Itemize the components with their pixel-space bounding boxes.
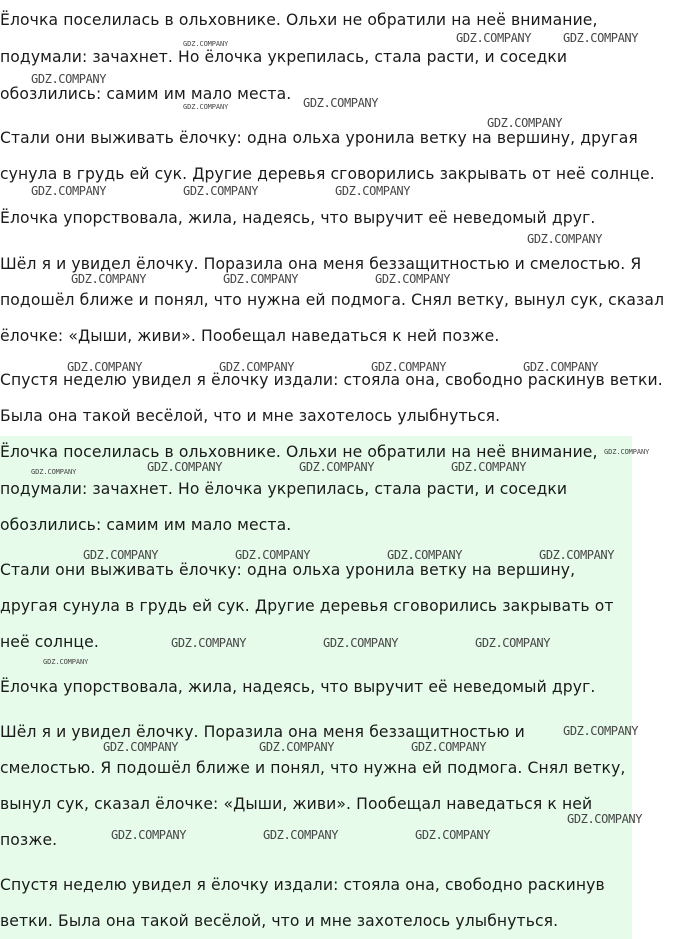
watermark: GDZ.COMPANY	[523, 360, 599, 374]
text-line: Стали они выживать ёлочку: одна ольха уронила ветку на вершину,	[0, 561, 576, 579]
watermark: GDZ.COMPANY	[171, 636, 247, 650]
text-line: Ёлочка поселилась в ольховнике. Ольхи не обратили на неё внимание,	[0, 11, 598, 29]
watermark: GDZ.COMPANY	[487, 116, 563, 130]
watermark: GDZ.COMPANY	[263, 828, 339, 842]
watermark: GDZ.COMPANY	[411, 740, 487, 754]
text-line: Ёлочка упорствовала, жила, надеясь, что выручит её неведомый друг.	[0, 209, 596, 227]
watermark: GDZ.COMPANY	[183, 40, 229, 48]
watermark: GDZ.COMPANY	[527, 232, 603, 246]
watermark: GDZ.COMPANY	[183, 103, 229, 111]
watermark: GDZ.COMPANY	[111, 828, 187, 842]
text-line: Ёлочка поселилась в ольховнике. Ольхи не обратили на неё внимание,	[0, 443, 598, 461]
text-line: Ёлочка упорствовала, жила, надеясь, что выручит её неведомый друг.	[0, 678, 596, 696]
watermark: GDZ.COMPANY	[31, 184, 107, 198]
watermark: GDZ.COMPANY	[147, 460, 223, 474]
watermark: GDZ.COMPANY	[415, 828, 491, 842]
watermark: GDZ.COMPANY	[259, 740, 335, 754]
watermark: GDZ.COMPANY	[387, 548, 463, 562]
text-line: обозлились: самим им мало места.	[0, 85, 292, 103]
text-line: Шёл я и увидел ёлочку. Поразила она меня беззащитностью и смелостью. Я	[0, 255, 642, 273]
text-line: Шёл я и увидел ёлочку. Поразила она меня беззащитностью и	[0, 723, 525, 741]
watermark: GDZ.COMPANY	[323, 636, 399, 650]
watermark: GDZ.COMPANY	[299, 460, 375, 474]
watermark: GDZ.COMPANY	[83, 548, 159, 562]
text-line: позже.	[0, 831, 58, 849]
text-line: ветки. Была она такой весёлой, что и мне захотелось улыбнуться.	[0, 912, 559, 930]
watermark: GDZ.COMPANY	[604, 448, 650, 456]
watermark: GDZ.COMPANY	[456, 31, 532, 45]
watermark: GDZ.COMPANY	[303, 96, 379, 110]
watermark: GDZ.COMPANY	[67, 360, 143, 374]
text-line: ёлочке: «Дыши, живи». Пообещал наведаться к ней позже.	[0, 327, 500, 345]
watermark: GDZ.COMPANY	[219, 360, 295, 374]
watermark: GDZ.COMPANY	[371, 360, 447, 374]
text-line: подумали: зачахнет. Но ёлочка укрепилась, стала расти, и соседки	[0, 480, 568, 498]
watermark: GDZ.COMPANY	[71, 272, 147, 286]
watermark: GDZ.COMPANY	[103, 740, 179, 754]
watermark: GDZ.COMPANY	[475, 636, 551, 650]
watermark: GDZ.COMPANY	[43, 658, 89, 666]
text-line: смелостью. Я подошёл ближе и понял, что нужна ей подмога. Снял ветку,	[0, 759, 626, 777]
text-line: Спустя неделю увидел я ёлочку издали: стояла она, свободно раскинув ветки.	[0, 371, 663, 389]
text-line: вынул сук, сказал ёлочке: «Дыши, живи». Пообещал наведаться к ней	[0, 795, 593, 813]
watermark: GDZ.COMPANY	[235, 548, 311, 562]
watermark: GDZ.COMPANY	[183, 184, 259, 198]
watermark: GDZ.COMPANY	[31, 72, 107, 86]
text-line: Стали они выживать ёлочку: одна ольха уронила ветку на вершину, другая	[0, 129, 638, 147]
text-line: Была она такой весёлой, что и мне захотелось улыбнуться.	[0, 407, 501, 425]
text-line: подошёл ближе и понял, что нужна ей подмога. Снял ветку, вынул сук, сказал	[0, 291, 665, 309]
text-line: сунула в грудь ей сук. Другие деревья сговорились закрывать от неё солнце.	[0, 165, 655, 183]
watermark: GDZ.COMPANY	[539, 548, 615, 562]
watermark: GDZ.COMPANY	[567, 812, 643, 826]
text-line: обозлились: самим им мало места.	[0, 516, 292, 534]
text-line: подумали: зачахнет. Но ёлочка укрепилась, стала расти, и соседки	[0, 48, 568, 66]
watermark: GDZ.COMPANY	[335, 184, 411, 198]
watermark: GDZ.COMPANY	[223, 272, 299, 286]
watermark: GDZ.COMPANY	[451, 460, 527, 474]
watermark: GDZ.COMPANY	[563, 31, 639, 45]
text-line: неё солнце.	[0, 633, 99, 651]
text-line: другая сунула в грудь ей сук. Другие деревья сговорились закрывать от	[0, 597, 614, 615]
watermark: GDZ.COMPANY	[563, 724, 639, 738]
watermark: GDZ.COMPANY	[31, 468, 77, 476]
watermark: GDZ.COMPANY	[375, 272, 451, 286]
text-line: Спустя неделю увидел я ёлочку издали: стояла она, свободно раскинув	[0, 876, 605, 894]
